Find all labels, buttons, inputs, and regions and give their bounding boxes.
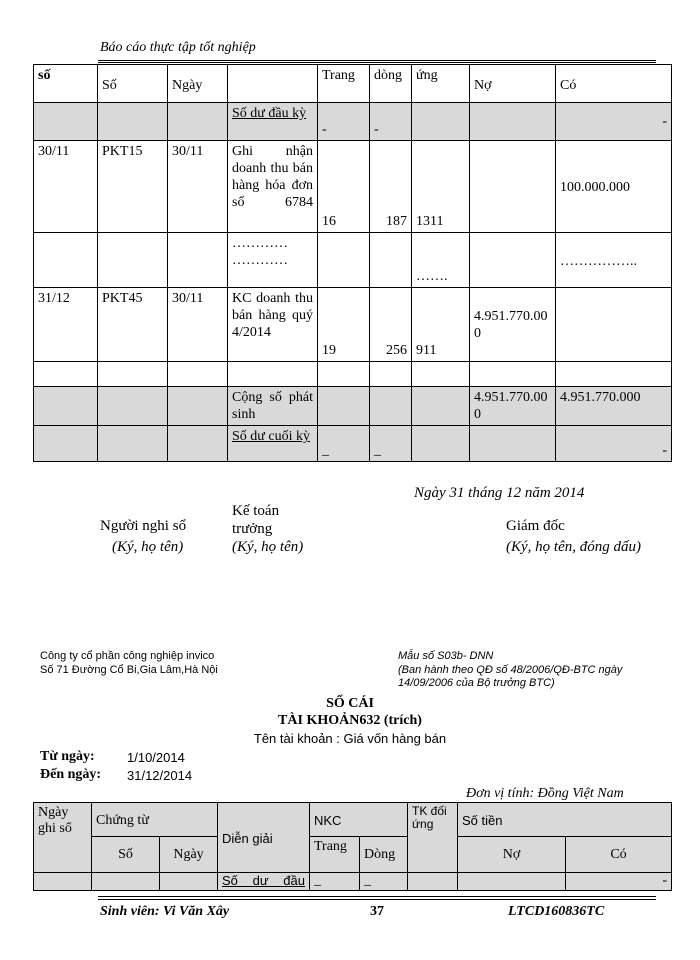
row-description: Số dư đầu bbox=[218, 873, 310, 891]
header-cell: số bbox=[34, 65, 98, 103]
signature-date: Ngày 31 tháng 12 năm 2014 bbox=[414, 485, 585, 501]
contra-account-cell: 1311 bbox=[412, 141, 470, 233]
director-title: Giám đốc bbox=[506, 518, 565, 534]
row-description: KC doanh thu bán hàng quý 4/2014 bbox=[228, 288, 318, 362]
chief-accountant-title: Kế toán trưởng bbox=[232, 503, 280, 537]
footer-code: LTCD160836TC bbox=[508, 904, 605, 919]
header-line: Dòng bbox=[360, 837, 408, 873]
page-cell: - bbox=[318, 103, 370, 141]
contra-account-cell: 911 bbox=[412, 288, 470, 362]
line-cell: _ bbox=[370, 426, 412, 462]
credit-cell: - bbox=[556, 103, 672, 141]
table-header-row bbox=[34, 803, 672, 837]
credit-cell: - bbox=[566, 873, 672, 891]
page-cell: _ bbox=[310, 873, 360, 891]
header-cell bbox=[228, 65, 318, 103]
page-cell: 19 bbox=[318, 288, 370, 362]
ledger-table-bottom bbox=[33, 802, 672, 891]
contra-account-cell: ……. bbox=[412, 233, 470, 288]
debit-cell: 4.951.770.000 bbox=[470, 387, 556, 426]
table-header-row bbox=[34, 65, 672, 103]
header-debit: Nợ bbox=[458, 837, 566, 873]
table-row bbox=[34, 103, 672, 141]
preparer-note: (Ký, họ tên) bbox=[112, 539, 184, 555]
credit-cell: …………….. bbox=[556, 233, 672, 288]
table-row bbox=[34, 288, 672, 362]
date-cell: 31/12 bbox=[34, 288, 98, 362]
to-date: 31/12/2014 bbox=[127, 768, 193, 783]
header-cell: Trang bbox=[318, 65, 370, 103]
line-cell: 187 bbox=[370, 141, 412, 233]
table-row bbox=[34, 873, 672, 891]
chief-accountant-note: (Ký, họ tên) bbox=[232, 539, 304, 555]
page-cell: _ bbox=[318, 426, 370, 462]
header-credit: Có bbox=[566, 837, 672, 873]
header-description: Diễn giải bbox=[218, 803, 310, 873]
table-row bbox=[34, 141, 672, 233]
header-cell: ứng bbox=[412, 65, 470, 103]
header-date-recorded: Ngày ghi sổ bbox=[34, 803, 92, 873]
line-cell: _ bbox=[360, 873, 408, 891]
header-contra-account: TK đối ứng bbox=[408, 803, 458, 873]
header-cell: Có bbox=[556, 65, 672, 103]
company-address: Số 71 Đường Cổ Bi,Gia Lâm,Hà Nội bbox=[40, 664, 218, 676]
table-row bbox=[34, 362, 672, 387]
header-divider bbox=[98, 60, 656, 61]
date-cell: 30/11 bbox=[168, 288, 228, 362]
voucher-cell: PKT15 bbox=[98, 141, 168, 233]
header-cell: Ngày bbox=[168, 65, 228, 103]
to-date-label: Đến ngày: bbox=[40, 767, 102, 782]
ledger-account-name: Tên tài khoản : Giá vốn hàng bán bbox=[253, 731, 447, 746]
date-cell: 30/11 bbox=[34, 141, 98, 233]
row-description: Ghi nhận doanh thu bán hàng hóa đơn số 6784 bbox=[228, 141, 318, 233]
header-cell: Số bbox=[98, 65, 168, 103]
report-header-title: Báo cáo thực tập tốt nghiệp bbox=[100, 40, 256, 55]
company-name: Công ty cổ phần công nghiệp invico bbox=[40, 650, 215, 662]
from-date: 1/10/2014 bbox=[127, 750, 185, 765]
ledger-account: TÀI KHOẢN632 (trích) bbox=[278, 713, 422, 728]
header-voucher-number: Số bbox=[92, 837, 160, 873]
ellipsis-line: ………… bbox=[232, 236, 288, 251]
table-header-row bbox=[34, 837, 672, 873]
form-code: Mẫu số S03b- DNN bbox=[398, 650, 494, 662]
voucher-cell: PKT45 bbox=[98, 288, 168, 362]
table-row bbox=[34, 233, 672, 288]
header-page: Trang bbox=[310, 837, 360, 873]
credit-cell: 4.951.770.000 bbox=[556, 387, 672, 426]
debit-cell: 4.951.770.000 bbox=[470, 288, 556, 362]
footer-divider bbox=[98, 899, 656, 900]
credit-cell: 100.000.000 bbox=[556, 141, 672, 233]
form-issued-note: (Ban hành theo QĐ số 48/2006/QĐ-BTC ngày 14/09/2006 của Bộ trưởng BTC) bbox=[398, 664, 623, 689]
row-description: Cộng số phát sinh bbox=[228, 387, 318, 426]
row-description bbox=[228, 233, 318, 288]
line-cell: 256 bbox=[370, 288, 412, 362]
ellipsis-line: ………… bbox=[232, 253, 288, 268]
currency-unit: Đơn vị tính: Đồng Việt Nam bbox=[466, 786, 624, 801]
row-description: Số dư đầu kỳ bbox=[228, 103, 318, 141]
table-row bbox=[34, 387, 672, 426]
ledger-table-top bbox=[33, 64, 672, 462]
row-description: Số dư cuối kỳ bbox=[228, 426, 318, 462]
header-nkc: NKC bbox=[310, 803, 408, 837]
page-cell: 16 bbox=[318, 141, 370, 233]
director-note: (Ký, họ tên, đóng dấu) bbox=[506, 539, 641, 555]
header-voucher-date: Ngày bbox=[160, 837, 218, 873]
header-cell: Nợ bbox=[470, 65, 556, 103]
header-divider bbox=[98, 62, 656, 63]
ledger-title: SỔ CÁI bbox=[326, 696, 374, 711]
credit-cell: - bbox=[556, 426, 672, 462]
footer-student: Sinh viên: Vi Văn Xây bbox=[100, 904, 230, 919]
header-voucher: Chứng từ bbox=[92, 803, 218, 837]
preparer-title: Người nghi sổ bbox=[100, 518, 187, 534]
footer-page-number: 37 bbox=[370, 904, 384, 919]
date-cell: 30/11 bbox=[168, 141, 228, 233]
header-amount: Số tiền bbox=[458, 803, 672, 837]
line-cell: - bbox=[370, 103, 412, 141]
header-cell: dòng bbox=[370, 65, 412, 103]
table-row bbox=[34, 426, 672, 462]
footer-divider bbox=[98, 896, 656, 897]
from-date-label: Từ ngày: bbox=[40, 749, 95, 764]
